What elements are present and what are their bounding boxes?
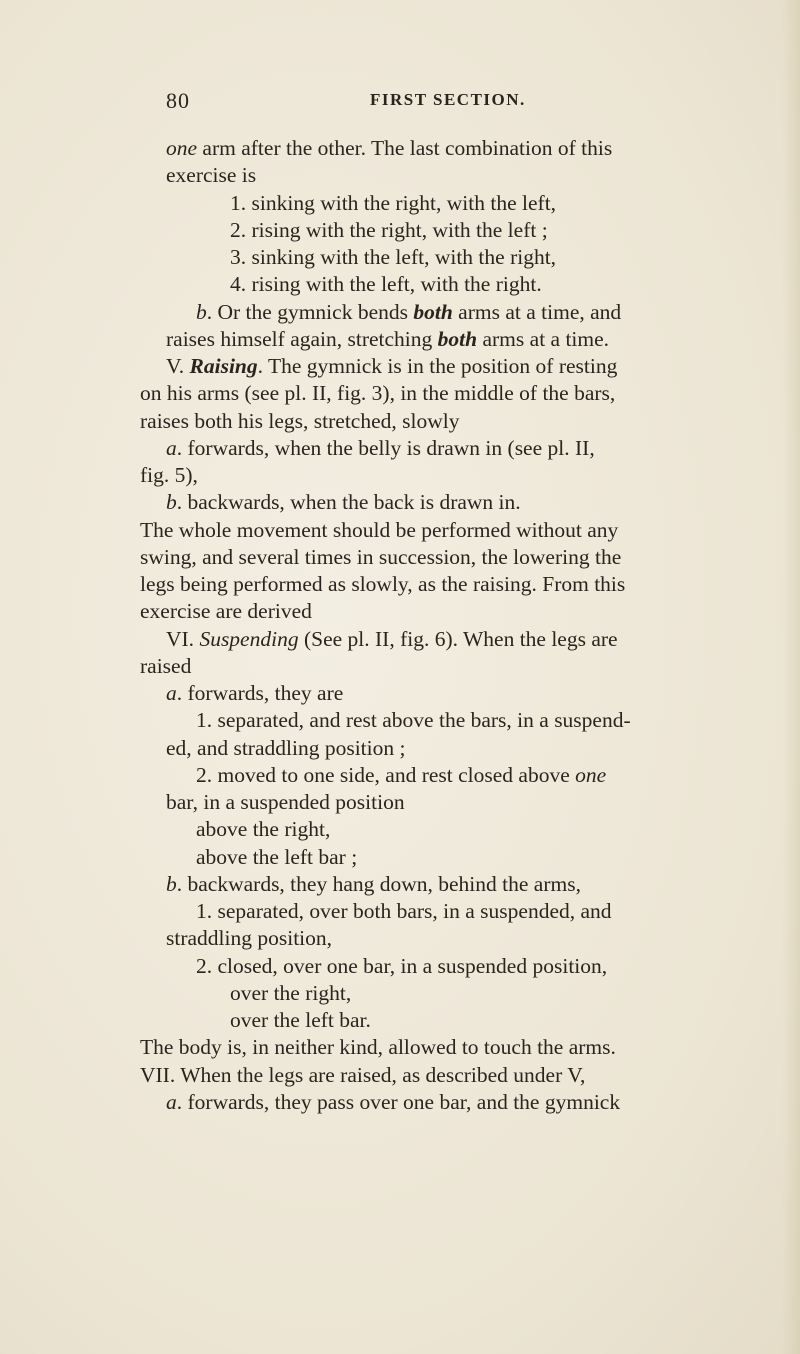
text-run: a xyxy=(166,681,177,705)
text-run: 1. separated, over both bars, in a suspended, and xyxy=(196,899,612,923)
text-run: . forwards, they are xyxy=(176,681,344,705)
text-run: raised xyxy=(140,653,192,678)
text-run: 3. sinking with the left, with the right, xyxy=(230,245,557,269)
text-line xyxy=(196,817,330,842)
text-run: . The gymnick is in the position of resting xyxy=(257,354,618,378)
text-run: both xyxy=(413,299,453,324)
text-run: 2. rising with the right, with the left ; xyxy=(230,217,548,242)
text-run: a xyxy=(166,435,177,460)
text-line xyxy=(196,954,607,979)
page-edge-shadow xyxy=(782,0,800,1354)
text-run: legs being performed as slowly, as the raising. From this xyxy=(140,572,626,596)
text-line xyxy=(230,191,556,216)
text-line xyxy=(166,490,521,515)
text-line xyxy=(230,272,542,297)
text-run: The body is, in neither kind, allowed to touch the arms. xyxy=(140,1035,616,1060)
text-run: above the left bar ; xyxy=(196,844,358,869)
text-run: 1. separated, and rest above the bars, in a suspend- xyxy=(196,708,631,733)
text-run: . forwards, when the belly is drawn in (see pl. II, xyxy=(176,435,595,460)
text-line xyxy=(166,1090,620,1115)
text-run: exercise are derived xyxy=(140,599,312,624)
text-run: arm after the other. The last combination of this xyxy=(197,136,613,160)
text-run: one xyxy=(575,762,607,787)
text-run: . Or the gymnick bends xyxy=(206,299,414,324)
text-run: arms at a time, and xyxy=(452,299,622,324)
text-run: Suspending xyxy=(199,626,299,651)
text-run: over the left bar. xyxy=(230,1008,371,1032)
text-line xyxy=(230,218,548,243)
text-line xyxy=(196,300,621,325)
text-run: above the right, xyxy=(196,817,331,842)
text-run: 1. sinking with the right, with the left, xyxy=(230,190,557,215)
text-run: VII. When the legs are raised, as described under V, xyxy=(140,1062,586,1087)
text-line xyxy=(140,463,198,488)
text-line xyxy=(166,136,612,161)
text-run: both xyxy=(437,326,478,351)
text-run: 2. moved to one side, and rest closed above xyxy=(196,762,576,787)
text-run: 4. rising with the left, with the right. xyxy=(230,272,542,297)
text-run: V. xyxy=(166,354,190,378)
text-run: b xyxy=(196,299,207,324)
text-line xyxy=(166,354,617,379)
text-run: raises both his legs, stretched, slowly xyxy=(140,408,460,433)
text-line xyxy=(140,599,312,624)
text-run: . forwards, they pass over one bar, and the gymnick xyxy=(176,1089,621,1114)
text-line xyxy=(166,436,595,461)
text-run: on his arms (see pl. II, fig. 3), in the middle of the bars, xyxy=(140,381,616,406)
text-line xyxy=(196,708,631,733)
text-run: b xyxy=(166,871,177,896)
text-run: exercise is xyxy=(166,163,257,188)
text-run: . backwards, when the back is drawn in. xyxy=(176,490,521,515)
text-line xyxy=(140,518,618,543)
running-head: FIRST SECTION. xyxy=(370,90,526,109)
text-run: raises himself again, stretching xyxy=(166,326,438,351)
text-line xyxy=(166,790,405,815)
text-run: swing, and several times in succession, the lowering the xyxy=(140,544,622,569)
text-line xyxy=(140,1035,616,1060)
text-line xyxy=(166,872,581,897)
text-run: VI. xyxy=(166,626,200,651)
text-line xyxy=(166,736,405,761)
text-line xyxy=(140,409,459,434)
text-run: fig. 5), xyxy=(140,463,198,487)
text-run: b xyxy=(166,490,177,515)
text-run: Raising xyxy=(189,354,258,378)
text-line xyxy=(166,327,609,352)
text-line xyxy=(140,381,615,406)
page-number: 80 xyxy=(166,88,190,113)
text-line xyxy=(140,545,621,570)
text-run: The whole movement should be performed without any xyxy=(140,517,619,542)
text-run: a xyxy=(166,1089,177,1114)
text-run: one xyxy=(166,136,198,160)
text-run: straddling position, xyxy=(166,926,333,951)
text-line xyxy=(196,899,612,924)
text-line xyxy=(230,245,556,270)
text-run: arms at a time. xyxy=(477,326,610,351)
text-run: 2. closed, over one bar, in a suspended position, xyxy=(196,953,608,978)
text-line xyxy=(166,681,343,706)
text-run: bar, in a suspended position xyxy=(166,790,405,814)
text-line xyxy=(166,926,332,951)
text-run: over the right, xyxy=(230,980,352,1005)
text-line xyxy=(140,1063,585,1088)
text-line xyxy=(166,163,256,188)
text-line xyxy=(196,763,606,788)
text-line xyxy=(140,654,191,679)
text-run: . backwards, they hang down, behind the arms, xyxy=(176,871,581,896)
text-run: ed, and straddling position ; xyxy=(166,735,406,760)
text-run: (See pl. II, fig. 6). When the legs are xyxy=(298,626,618,651)
text-line xyxy=(230,1008,371,1033)
text-line xyxy=(140,572,625,597)
text-line xyxy=(196,845,357,870)
text-line xyxy=(166,627,618,652)
text-line xyxy=(230,981,351,1006)
page-header xyxy=(0,88,800,112)
